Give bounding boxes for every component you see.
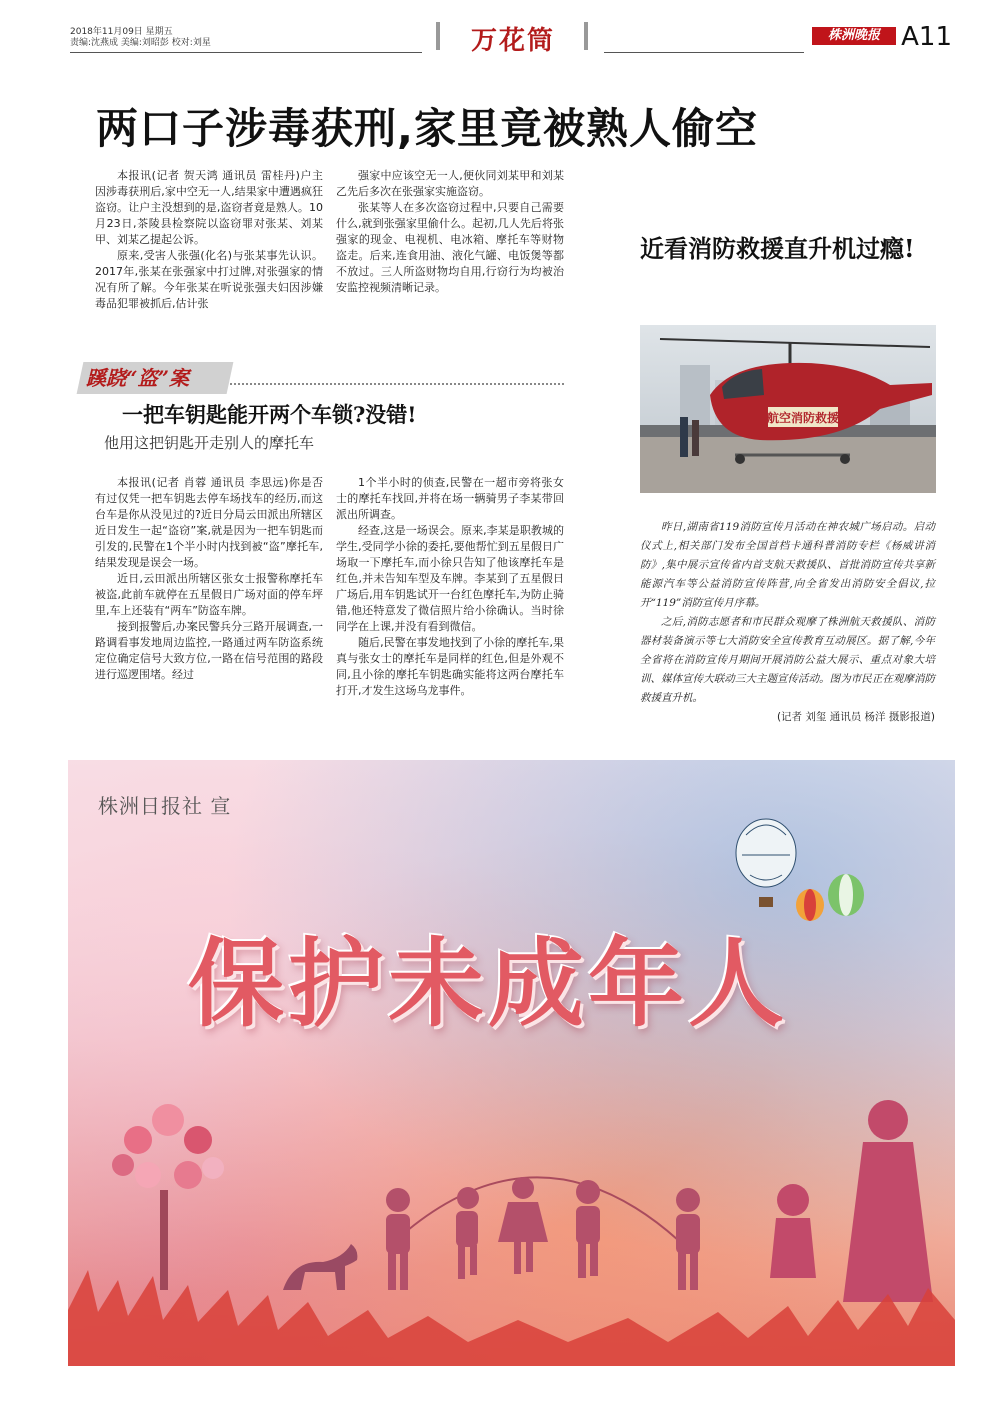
masthead-rule-left — [70, 52, 422, 53]
lead-column-2 — [336, 168, 564, 296]
side-story-body — [640, 518, 935, 727]
paper-logo: 株洲晚报 — [812, 27, 896, 45]
lead-col1-p2: 原来,受害人张强(化名)与张某事先认识。2017年,张某在张强家中打过牌,对张强家的情况有所了解。今年张某在听说张强夫妇因涉嫌毒品犯罪被抓后,估计张 — [95, 249, 323, 310]
lead-headline: 两口子涉毒获刑,家里竟被熟人偷空 — [96, 104, 758, 153]
heart-tree-icon — [112, 1104, 224, 1290]
side-p1: 昨日,湖南省119消防宣传月活动在神农城广场启动。启动仪式上,相关部门发布全国首档卡通科普消防专栏《杨威讲消防》,集中展示宣传省内首支航天救援队、首批消防宣传共享新能源汽车等公益消防宣传阵营,向全省发出消防安全倡议,拉开“119”消防宣传月序幕。 — [640, 521, 935, 609]
second-story-subtitle: 他用这把钥匙开走别人的摩托车 — [104, 434, 315, 452]
mother-and-child-silhouette — [770, 1100, 933, 1302]
side-p2: 之后,消防志愿者和市民群众观摩了株洲航天救援队、消防器材装备演示等七大消防安全宣传教育互动展区。据了解,今年全省将在消防宣传月期间开展消防公益大展示、重点对象大培训、媒体宣传大联动三大主题宣传活动。图为市民正在观摩消防救援直升机。 — [640, 616, 935, 704]
section-bar-left — [436, 22, 440, 50]
ad-sponsor: 株洲日报社 宣 — [98, 794, 232, 818]
children-figures — [386, 1177, 700, 1290]
page-number: A11 — [901, 22, 952, 52]
second-column-2 — [336, 475, 564, 699]
masthead-rule-right — [604, 52, 804, 53]
date-line: 2018年11月09日 星期五 — [70, 27, 173, 37]
side-story-title: 近看消防救援直升机过瘾! — [640, 234, 915, 263]
helicopter-photo — [640, 325, 936, 493]
side-byline: (记者 刘玺 通讯员 杨洋 摄影报道) — [776, 711, 935, 723]
second-col2-p2: 经查,这是一场误会。原来,李某是职教城的学生,受同学小徐的委托,要他帮忙到五星假日广场取一下摩托车,而小徐只告知了他该摩托车是红色,并未告知车型及车牌。李某到了五星假日广场后,用车钥匙试开一台红色摩托车,为防止骑错,他还特意发了微信照片给小徐确认。当时徐同学在上课,并没有看到微信。 — [336, 524, 564, 633]
kicker-rule — [230, 383, 564, 385]
second-col1-p3: 接到报警后,办案民警兵分三路开展调查,一路调看事发地周边监控,一路通过两车防盗系统定位确定信号大致方位,一路在信号范围的路段进行巡逻围堵。经过 — [95, 620, 323, 681]
dog-silhouette — [283, 1244, 357, 1290]
second-column-1 — [95, 475, 323, 683]
ad-title: 保护未成年人 — [188, 928, 788, 1040]
second-col2-p3: 随后,民警在事发地找到了小徐的摩托车,果真与张女士的摩托车是同样的红色,但是外观不同,且小徐的摩托车钥匙确实能将这两台摩托车打开,才发生这场乌龙事件。 — [336, 636, 564, 697]
public-service-ad — [68, 760, 955, 1366]
lead-col1-p1: 本报讯(记者 贺天鸿 通讯员 雷桂丹)户主因涉毒获刑后,家中空无一人,结果家中遭遇疯狂盗窃。让户主没想到的是,盗窃者竟是熟人。10月23日,茶陵县检察院以盗窃罪对张某、刘某甲、刘某乙提起公诉。 — [95, 169, 323, 246]
section-bar-right — [584, 22, 588, 50]
section-title: 万花筒 — [470, 26, 555, 56]
second-col1-p2: 近日,云田派出所辖区张女士报警称摩托车被盗,此前车就停在五星假日广场对面的停车坪里,车上还装有“两车”防盗车牌。 — [95, 572, 323, 617]
second-col1-p1: 本报讯(记者 肖蓉 通讯员 李思远)你是否有过仅凭一把车钥匙去停车场找车的经历,而这台车是你从没见过的?近日分局云田派出所辖区近日发生一起“盗窃”案,就是因为一把车钥匙而引发的,民警在1个半小时内找到被“盗”摩托车,结果发现是误会一场。 — [95, 476, 323, 569]
helicopter-illustration — [640, 325, 936, 493]
lead-col2-p1: 强家中应该空无一人,便伙同刘某甲和刘某乙先后多次在张强家实施盗窃。 — [336, 169, 564, 198]
children-silhouette-scene — [68, 1080, 955, 1366]
story-kicker: 蹊跷“盗”案 — [86, 366, 190, 390]
lead-column-1 — [95, 168, 323, 312]
editors-line: 责编:沈燕成 美编:刘昭彭 校对:刘星 — [70, 38, 211, 48]
helicopter-label: 航空消防救援 — [766, 411, 840, 425]
second-col2-p1: 1个半小时的侦查,民警在一超市旁将张女士的摩托车找回,并将在场一辆骑男子李某带回派出所调查。 — [336, 476, 564, 521]
grass-foreground — [68, 1270, 955, 1366]
lead-col2-p2: 张某等人在多次盗窃过程中,只要自己需要什么,就到张强家里偷什么。起初,几人先后将张强家的现金、电视机、电冰箱、摩托车等财物盗走。后来,连食用油、液化气罐、电饭煲等都不放过。三人所盗财物均自用,行窃行为均被治安监控视频清晰记录。 — [336, 201, 564, 294]
second-story-title: 一把车钥匙能开两个车锁?没错! — [122, 402, 417, 427]
